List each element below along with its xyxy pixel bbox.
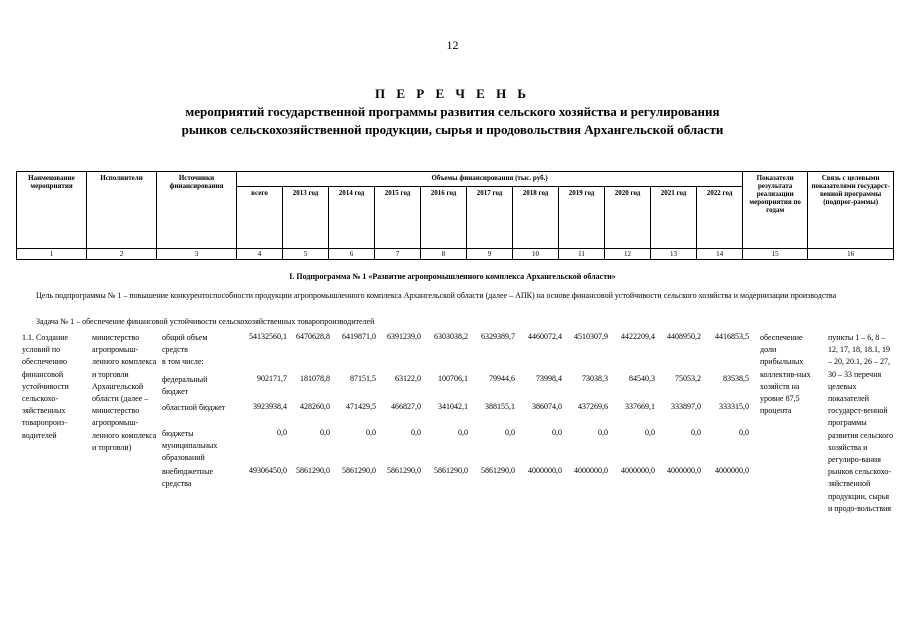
funding-value: 5861290,0 bbox=[434, 466, 468, 475]
column-number-16: 16 bbox=[808, 249, 894, 260]
column-number-11: 11 bbox=[559, 249, 605, 260]
funding-value: 0,0 bbox=[691, 428, 701, 437]
header-executors: Исполнители bbox=[87, 172, 157, 249]
funding-value: 4460072,4 bbox=[528, 332, 562, 341]
column-number-1: 1 bbox=[17, 249, 87, 260]
funding-value: 5861290,0 bbox=[481, 466, 515, 475]
funding-value: 0,0 bbox=[277, 428, 287, 437]
funding-value: 333315,0 bbox=[719, 402, 749, 411]
funding-value: 386074,0 bbox=[532, 402, 562, 411]
funding-source-label: бюджеты муниципальных образований bbox=[162, 429, 218, 463]
column-number-13: 13 bbox=[651, 249, 697, 260]
funding-source-label: в том числе: bbox=[162, 357, 204, 366]
header-year-6: 2018 год bbox=[513, 187, 559, 249]
column-number-5: 5 bbox=[283, 249, 329, 260]
funding-value: 5861290,0 bbox=[342, 466, 376, 475]
header-year-4: 2016 год bbox=[421, 187, 467, 249]
funding-value: 3923938,4 bbox=[253, 402, 287, 411]
funding-value: 333897,0 bbox=[671, 402, 701, 411]
subprogram-title: I. Подпрограмма № 1 «Развитие агропромышленного комплекса Архангельской области» bbox=[289, 272, 616, 281]
funding-value: 337669,1 bbox=[625, 402, 655, 411]
funding-value: 73038,3 bbox=[582, 374, 608, 383]
header-year-2: 2014 год bbox=[329, 187, 375, 249]
header-target-link: Связь с целевыми показателями государст-венной программы (подпрог-раммы) bbox=[808, 172, 894, 249]
funding-value: 181078,8 bbox=[300, 374, 330, 383]
header-year-5: 2017 год bbox=[467, 187, 513, 249]
funding-table-header bbox=[16, 171, 894, 260]
column-number-9: 9 bbox=[467, 249, 513, 260]
funding-value: 6391239,0 bbox=[387, 332, 421, 341]
column-number-15: 15 bbox=[743, 249, 808, 260]
funding-value: 75053,2 bbox=[675, 374, 701, 383]
funding-value: 4000000,0 bbox=[621, 466, 655, 475]
funding-value: 6303038,2 bbox=[434, 332, 468, 341]
document-title: П Е Р Е Ч Е Н Ь bbox=[374, 86, 531, 101]
funding-value: 4408950,2 bbox=[667, 332, 701, 341]
header-year-1: 2013 год bbox=[283, 187, 329, 249]
funding-source-label: общий объем средств bbox=[162, 333, 208, 355]
funding-value: 87151,5 bbox=[350, 374, 376, 383]
column-number-4: 4 bbox=[237, 249, 283, 260]
funding-source-label: внебюджетные средства bbox=[162, 467, 213, 489]
funding-value: 54132560,1 bbox=[249, 332, 287, 341]
column-number-6: 6 bbox=[329, 249, 375, 260]
funding-value: 0,0 bbox=[320, 428, 330, 437]
funding-value: 6419871,0 bbox=[342, 332, 376, 341]
funding-value: 6329389,7 bbox=[481, 332, 515, 341]
funding-value: 428260,0 bbox=[300, 402, 330, 411]
funding-source-label: федеральный бюджет bbox=[162, 375, 208, 397]
header-year-9: 2021 год bbox=[651, 187, 697, 249]
funding-value: 4422209,4 bbox=[621, 332, 655, 341]
funding-value: 437269,6 bbox=[578, 402, 608, 411]
funding-value: 0,0 bbox=[598, 428, 608, 437]
funding-value: 0,0 bbox=[366, 428, 376, 437]
header-year-8: 2020 год bbox=[605, 187, 651, 249]
header-result-indicators: Показатели результата реализации мероприятия по годам bbox=[743, 172, 808, 249]
funding-value: 902171,7 bbox=[257, 374, 287, 383]
funding-value: 471429,5 bbox=[346, 402, 376, 411]
funding-value: 4000000,0 bbox=[574, 466, 608, 475]
column-number-10: 10 bbox=[513, 249, 559, 260]
funding-value: 4000000,0 bbox=[715, 466, 749, 475]
funding-value: 4000000,0 bbox=[667, 466, 701, 475]
funding-value: 6470628,8 bbox=[296, 332, 330, 341]
funding-value: 83538,5 bbox=[723, 374, 749, 383]
page-number: 12 bbox=[446, 38, 459, 52]
funding-value: 0,0 bbox=[645, 428, 655, 437]
column-number-3: 3 bbox=[157, 249, 237, 260]
activity-executor: министерство агропромыш-ленного комплекса и торговли Архангельской области (далее – министерство агропромыш-ленного комплекса и торговли) bbox=[92, 333, 157, 452]
funding-value: 4416853,5 bbox=[715, 332, 749, 341]
funding-value: 341042,1 bbox=[438, 402, 468, 411]
column-number-12: 12 bbox=[605, 249, 651, 260]
funding-value: 79944,6 bbox=[489, 374, 515, 383]
document-subtitle-line-2: рынков сельскохозяйственной продукции, сырья и продовольствия Архангельской области bbox=[181, 122, 724, 137]
activity-target-link: пункты 1 – 6, 8 – 12, 17, 18, 18.1, 19 – 20, 20.1, 26 – 27, 30 – 33 перечня целевых показателей государст-венной программы развития сельского хозяйства и регулиро-вания рынков сельскохо-зяйственной продукции, сырья и продо-вольствия bbox=[828, 333, 894, 513]
funding-value: 0,0 bbox=[552, 428, 562, 437]
funding-value: 388155,1 bbox=[485, 402, 515, 411]
funding-value: 4000000,0 bbox=[528, 466, 562, 475]
activity-name: 1.1. Создание условий по обеспечению финансовой устойчивости сельскохо-зяйственных товаропроиз-водителей bbox=[22, 333, 69, 440]
column-number-14: 14 bbox=[697, 249, 743, 260]
funding-value: 0,0 bbox=[411, 428, 421, 437]
activity-result-indicator: обеспечение доли прибыльных коллектив-ных хозяйств на уровне 87,5 процента bbox=[760, 333, 811, 416]
funding-value: 73998,4 bbox=[536, 374, 562, 383]
column-number-8: 8 bbox=[421, 249, 467, 260]
funding-value: 5861290,0 bbox=[296, 466, 330, 475]
header-year-3: 2015 год bbox=[375, 187, 421, 249]
header-year-7: 2019 год bbox=[559, 187, 605, 249]
funding-value: 466827,0 bbox=[391, 402, 421, 411]
subprogram-task: Задача № 1 – обеспечение финансовой устойчивости сельскохозяйственных товаропроизводителей bbox=[36, 317, 375, 326]
funding-value: 63122,0 bbox=[395, 374, 421, 383]
funding-value: 0,0 bbox=[739, 428, 749, 437]
funding-value: 0,0 bbox=[505, 428, 515, 437]
header-activity-name: Наименование мероприятия bbox=[17, 172, 87, 249]
funding-value: 84540,3 bbox=[629, 374, 655, 383]
funding-value: 0,0 bbox=[458, 428, 468, 437]
document-subtitle-line-1: мероприятий государственной программы развития сельского хозяйства и регулирования bbox=[185, 104, 720, 119]
subprogram-goal: Цель подпрограммы № 1 – повышение конкурентоспособности продукции агропромышленного комплекса Архангельской области (далее – АПК) на основе финансовой устойчивости сельского хозяйства и модернизации производства bbox=[36, 291, 837, 300]
funding-value: 4510307,9 bbox=[574, 332, 608, 341]
funding-value: 49306450,0 bbox=[249, 466, 287, 475]
funding-value: 100706,1 bbox=[438, 374, 468, 383]
header-year-0: всего bbox=[237, 187, 283, 249]
header-funding-volumes: Объемы финансирования (тыс. руб.) bbox=[237, 172, 743, 187]
header-funding-sources: Источники финансирования bbox=[157, 172, 237, 249]
funding-source-label: областной бюджет bbox=[162, 403, 226, 412]
column-number-2: 2 bbox=[87, 249, 157, 260]
header-year-10: 2022 год bbox=[697, 187, 743, 249]
funding-value: 5861290,0 bbox=[387, 466, 421, 475]
column-number-7: 7 bbox=[375, 249, 421, 260]
